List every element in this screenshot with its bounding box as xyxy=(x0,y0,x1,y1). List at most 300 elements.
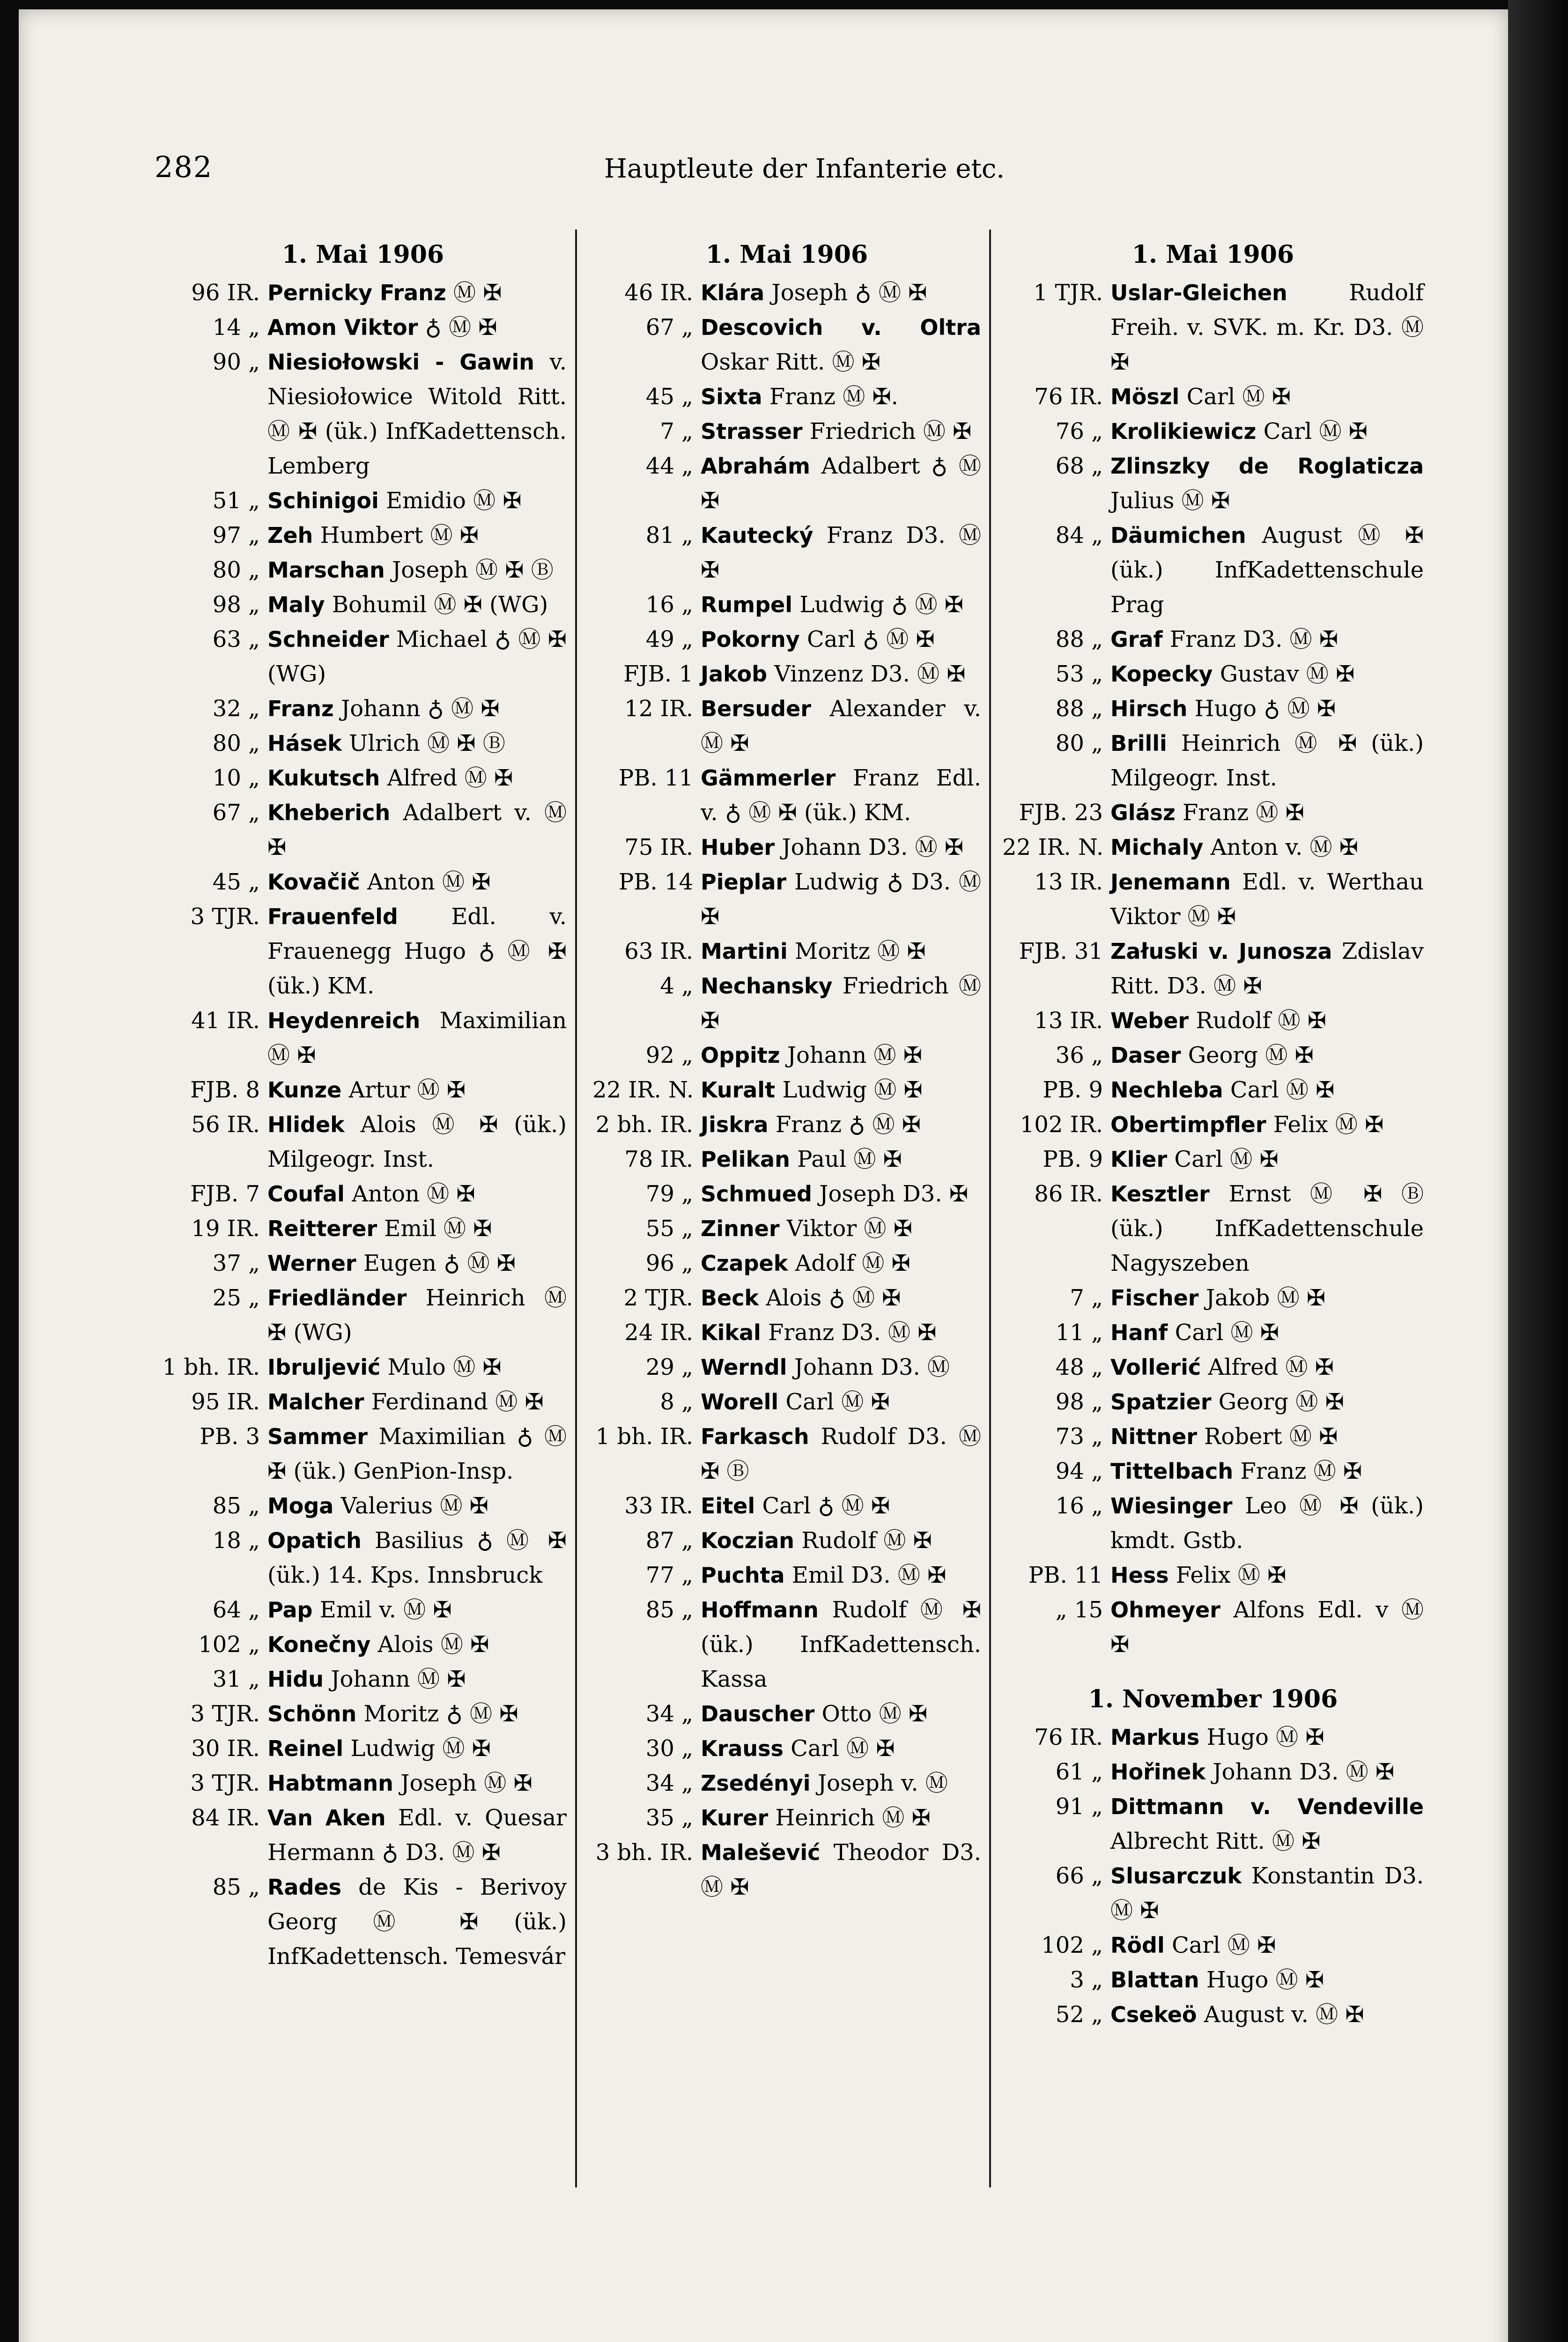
regiment-label: 16 „ xyxy=(1055,1493,1103,1519)
officer-entry xyxy=(159,1073,567,1107)
regiment-label: 63 „ xyxy=(212,626,260,652)
officer-surname: Ohmeyer xyxy=(1110,1597,1220,1623)
officer-details: Gustav Ⓜ ✠ xyxy=(1220,661,1355,687)
officer-details: Ludwig Ⓜ ✠ xyxy=(782,1077,923,1103)
officer-details: Joseph Ⓜ ✠ xyxy=(400,1770,533,1796)
page-edge-shadow xyxy=(1508,0,1568,2342)
officer-entry xyxy=(592,1801,981,1835)
officer-text xyxy=(267,1801,567,1870)
officer-text xyxy=(701,1177,981,1211)
officer-details: Rudolf D3. Ⓜ ✠ Ⓑ xyxy=(701,1423,981,1484)
officer-surname: Kheberich xyxy=(267,800,391,825)
officer-entry xyxy=(592,622,981,657)
officer-details: Friedrich Ⓜ ✠ xyxy=(701,973,981,1034)
regiment-label: 85 „ xyxy=(212,1493,260,1519)
officer-details: Ernst Ⓜ ✠ Ⓑ (ük.) InfKadettenschule Nagyszeben xyxy=(1110,1181,1424,1276)
officer-surname: Gämmerler xyxy=(701,765,836,791)
officer-details: Carl ♁ Ⓜ ✠ xyxy=(762,1493,890,1519)
officer-entry xyxy=(1002,622,1424,657)
officer-entry xyxy=(159,1662,567,1697)
officer-entry xyxy=(1002,1038,1424,1073)
officer-details: Hugo Ⓜ ✠ xyxy=(1206,1967,1324,1993)
regiment-label: 97 „ xyxy=(212,522,260,548)
officer-details: Vinzenz D3. Ⓜ ✠ xyxy=(774,661,966,687)
regiment-label: 61 „ xyxy=(1055,1759,1103,1785)
officer-text xyxy=(701,379,981,414)
regiment-label: 8 „ xyxy=(660,1389,693,1415)
officer-details: Artur Ⓜ ✠ xyxy=(348,1077,466,1103)
officer-surname: Pieplar xyxy=(701,869,787,895)
officer-text xyxy=(701,1523,981,1558)
officer-surname: Kovačič xyxy=(267,869,360,895)
officer-details: Ludwig Ⓜ ✠ xyxy=(350,1735,491,1762)
officer-entry xyxy=(592,1350,981,1385)
officer-details: v. Niesiołowice Witold Ritt. Ⓜ ✠ (ük.) InfKadettensch. Lemberg xyxy=(267,349,567,479)
officer-details: Moritz ♁ Ⓜ ✠ xyxy=(363,1701,518,1727)
officer-surname: Jenemann xyxy=(1110,869,1231,895)
officer-entry xyxy=(159,275,567,310)
regiment-label: 80 „ xyxy=(212,730,260,756)
officer-text xyxy=(701,934,981,969)
regiment-label: 35 „ xyxy=(645,1805,693,1831)
officer-details: Carl Ⓜ ✠ xyxy=(1174,1146,1279,1172)
regiment-label: 37 „ xyxy=(212,1250,260,1276)
officer-surname: Hanf xyxy=(1110,1320,1168,1345)
regiment-label: 30 „ xyxy=(645,1735,693,1762)
officer-entry xyxy=(159,310,567,345)
officer-details: Johann D3. Ⓜ xyxy=(794,1354,950,1380)
officer-text xyxy=(701,1246,981,1281)
officer-entry xyxy=(1002,275,1424,379)
officer-details: Alfred Ⓜ ✠ xyxy=(387,765,513,791)
regiment-label: 80 „ xyxy=(212,557,260,583)
officer-text xyxy=(701,761,981,830)
officer-surname: Załuski v. Junosza xyxy=(1110,939,1332,964)
officer-details: Ludwig ♁ D3. Ⓜ ✠ xyxy=(701,869,981,930)
officer-text xyxy=(701,1593,981,1697)
officer-surname: Moga xyxy=(267,1493,334,1519)
officer-text xyxy=(1110,1720,1424,1755)
officer-entry xyxy=(1002,379,1424,414)
officer-entry xyxy=(1002,414,1424,449)
regiment-label: FJB. 31 xyxy=(1019,938,1103,964)
officer-entry xyxy=(1002,657,1424,691)
officer-details: Ludwig ♁ Ⓜ ✠ xyxy=(799,592,964,618)
officer-text xyxy=(701,622,981,657)
regiment-label: 7 „ xyxy=(660,418,693,445)
regiment-label: 85 „ xyxy=(212,1874,260,1900)
officer-details: ♁ Ⓜ ✠ xyxy=(425,314,497,341)
officer-text xyxy=(1110,379,1424,414)
officer-entry xyxy=(1002,1558,1424,1593)
section-title: 1. Mai 1906 xyxy=(281,240,444,269)
regiment-label: 49 „ xyxy=(645,626,693,652)
officer-details: Johann D3. Ⓜ ✠ xyxy=(782,834,964,860)
officer-details: Joseph Ⓜ ✠ Ⓑ xyxy=(392,557,554,583)
officer-entry xyxy=(592,1593,981,1697)
officer-entry xyxy=(1002,449,1424,518)
officer-entry xyxy=(592,1489,981,1523)
officer-details: Paul Ⓜ ✠ xyxy=(797,1146,902,1172)
regiment-label: 46 IR. xyxy=(624,280,693,306)
regiment-label: 29 „ xyxy=(645,1354,693,1380)
officer-surname: Däumichen xyxy=(1110,523,1246,548)
officer-surname: Huber xyxy=(701,835,775,860)
regiment-label: 102 IR. xyxy=(1020,1112,1103,1138)
regiment-label: FJB. 7 xyxy=(190,1181,260,1207)
officer-text xyxy=(701,1558,981,1593)
officer-text xyxy=(1110,1558,1424,1593)
officer-details: Franz Edl. v. ♁ Ⓜ ✠ (ük.) KM. xyxy=(701,765,981,826)
regiment-label: 66 „ xyxy=(1055,1863,1103,1889)
officer-details: de Kis - Berivoy Georg Ⓜ ✠ (ük.) InfKadettensch. Temesvár xyxy=(267,1874,567,1970)
officer-details: Adalbert ♁ Ⓜ ✠ xyxy=(701,453,981,514)
officer-surname: Heydenreich xyxy=(267,1008,421,1033)
officer-entry xyxy=(592,657,981,691)
officer-entry xyxy=(159,1801,567,1870)
officer-surname: Kikal xyxy=(701,1320,761,1345)
regiment-label: 2 TJR. xyxy=(623,1285,693,1311)
officer-details: Franz Ⓜ ✠. xyxy=(769,384,898,410)
officer-details: Edl. v. Werthau Viktor Ⓜ ✠ xyxy=(1110,869,1424,930)
officer-surname: Oppitz xyxy=(701,1043,780,1068)
officer-surname: Frauenfeld xyxy=(267,904,398,929)
officer-surname: Klier xyxy=(1110,1147,1168,1172)
officer-details: Basilius ♁ Ⓜ ✠ (ük.) 14. Kps. Innsbruck xyxy=(267,1527,567,1588)
officer-text xyxy=(267,587,567,622)
officer-details: Robert Ⓜ ✠ xyxy=(1204,1423,1338,1450)
officer-surname: Zeh xyxy=(267,523,313,548)
officer-entry xyxy=(1002,726,1424,795)
officer-details: Heinrich Ⓜ ✠ xyxy=(775,1805,931,1831)
officer-text xyxy=(701,1801,981,1835)
officer-details: Anton v. Ⓜ ✠ xyxy=(1210,834,1358,860)
officer-surname: Czapek xyxy=(701,1251,788,1276)
regiment-label: 18 „ xyxy=(212,1527,260,1554)
officer-surname: Martini xyxy=(701,939,788,964)
officer-text xyxy=(1110,1789,1424,1859)
officer-text xyxy=(1110,1963,1424,1997)
regiment-label: 45 „ xyxy=(645,384,693,410)
officer-surname: Klára xyxy=(701,280,765,305)
officer-text xyxy=(701,1766,981,1801)
officer-surname: Franz xyxy=(267,696,334,721)
officer-entry xyxy=(592,761,981,830)
officer-surname: Nittner xyxy=(1110,1424,1197,1449)
section-title: 1. November 1906 xyxy=(1088,1685,1338,1713)
officer-text xyxy=(701,1731,981,1766)
officer-text xyxy=(267,1419,567,1489)
regiment-label: 64 „ xyxy=(212,1597,260,1623)
officer-entry xyxy=(1002,1928,1424,1963)
officer-entry xyxy=(592,1385,981,1419)
column-rule-2 xyxy=(989,230,991,2187)
officer-details: Adolf Ⓜ ✠ xyxy=(795,1250,910,1276)
officer-details: Carl ♁ Ⓜ ✠ xyxy=(806,626,935,652)
regiment-label: PB. 9 xyxy=(1043,1146,1103,1172)
regiment-label: 73 „ xyxy=(1055,1423,1103,1450)
officer-text xyxy=(1110,1281,1424,1315)
officer-surname: Zlinszky de Roglaticza xyxy=(1110,453,1424,479)
officer-surname: Werner xyxy=(267,1251,356,1276)
officer-details: Georg Ⓜ ✠ xyxy=(1218,1389,1344,1415)
officer-surname: Wiesinger xyxy=(1110,1493,1233,1519)
regiment-label: 102 „ xyxy=(198,1631,260,1658)
officer-entry xyxy=(159,1419,567,1489)
officer-text xyxy=(701,657,981,691)
officer-text xyxy=(701,1835,981,1905)
regiment-label: 19 IR. xyxy=(191,1215,260,1242)
officer-text xyxy=(701,414,981,449)
officer-text xyxy=(701,1142,981,1177)
officer-entry xyxy=(592,414,981,449)
column-3 xyxy=(1002,234,1424,2032)
officer-entry xyxy=(592,379,981,414)
officer-text xyxy=(1110,1419,1424,1454)
officer-details: Franz Ⓜ ✠ xyxy=(1182,800,1304,826)
officer-details: Franz Ⓜ ✠ xyxy=(1240,1458,1362,1484)
regiment-label: 41 IR. xyxy=(191,1008,260,1034)
officer-entry xyxy=(1002,1142,1424,1177)
officer-details: Rudolf Ⓜ ✠ xyxy=(801,1527,932,1554)
officer-entry xyxy=(1002,1997,1424,2032)
regiment-label: 88 „ xyxy=(1055,696,1103,722)
officer-surname: Spatzier xyxy=(1110,1389,1212,1415)
officer-surname: Van Aken xyxy=(267,1805,386,1831)
officer-entry xyxy=(592,1246,981,1281)
officer-details: Konstantin D3. Ⓜ ✠ xyxy=(1110,1863,1424,1924)
regiment-label: 68 „ xyxy=(1055,453,1103,479)
officer-details: Carl Ⓜ ✠ xyxy=(1186,384,1291,410)
officer-entry xyxy=(1002,934,1424,1003)
officer-entry xyxy=(1002,1963,1424,1997)
officer-text xyxy=(267,310,567,345)
officer-text xyxy=(267,865,567,899)
officer-entry xyxy=(592,1558,981,1593)
officer-surname: Zinner xyxy=(701,1216,780,1241)
officer-entry xyxy=(1002,795,1424,830)
officer-details: Georg Ⓜ ✠ xyxy=(1188,1042,1314,1068)
officer-surname: Hidu xyxy=(267,1667,324,1692)
regiment-label: 76 „ xyxy=(1055,418,1103,445)
page-header xyxy=(155,150,1428,201)
officer-text xyxy=(267,795,567,865)
officer-text xyxy=(701,1315,981,1350)
regiment-label: 45 „ xyxy=(212,869,260,895)
officer-text xyxy=(701,1073,981,1107)
officer-entry xyxy=(592,934,981,969)
officer-entry xyxy=(159,345,567,483)
regiment-label: 96 „ xyxy=(645,1250,693,1276)
officer-text xyxy=(1110,1928,1424,1963)
officer-surname: Coufal xyxy=(267,1181,345,1207)
officer-details: Zdislav Ritt. D3. Ⓜ ✠ xyxy=(1110,938,1424,999)
regiment-label: 78 IR. xyxy=(624,1146,693,1172)
regiment-label: 86 IR. xyxy=(1034,1181,1103,1207)
officer-surname: Reitterer xyxy=(267,1216,377,1241)
officer-entry xyxy=(159,1003,567,1073)
regiment-label: 2 bh. IR. xyxy=(595,1112,693,1138)
officer-entry xyxy=(592,1107,981,1142)
officer-surname: Slusarczuk xyxy=(1110,1863,1242,1889)
officer-surname: Jiskra xyxy=(701,1112,769,1137)
officer-details: Eugen ♁ Ⓜ ✠ xyxy=(363,1250,516,1276)
regiment-label: 79 „ xyxy=(645,1181,693,1207)
officer-entry xyxy=(1002,830,1424,865)
officer-text xyxy=(701,1350,981,1385)
officer-details: Alexander v. Ⓜ ✠ xyxy=(701,696,981,756)
officer-surname: Daser xyxy=(1110,1043,1181,1068)
officer-entry xyxy=(159,865,567,899)
officer-details: Johann Ⓜ ✠ xyxy=(331,1666,466,1692)
officer-details: Friedrich Ⓜ ✠ xyxy=(809,418,972,445)
regiment-label: 84 „ xyxy=(1055,522,1103,548)
officer-text xyxy=(701,1697,981,1731)
regiment-label: 13 IR. xyxy=(1034,1008,1103,1034)
officer-details: Humbert Ⓜ ✠ xyxy=(320,522,479,548)
officer-surname: Farkasch xyxy=(701,1424,809,1449)
officer-details: Hugo Ⓜ ✠ xyxy=(1206,1724,1324,1750)
officer-surname: Amon Viktor xyxy=(267,315,418,340)
officer-surname: Sixta xyxy=(701,384,762,409)
officer-details: Valerius Ⓜ ✠ xyxy=(340,1493,488,1519)
officer-entry xyxy=(592,1211,981,1246)
officer-details: Johann ♁ Ⓜ ✠ xyxy=(341,696,500,722)
regiment-label: 1 bh. IR. xyxy=(595,1423,693,1450)
officer-details: Theodor D3. Ⓜ ✠ xyxy=(701,1839,981,1900)
regiment-label: PB. 14 xyxy=(618,869,693,895)
regiment-label: FJB. 23 xyxy=(1019,800,1103,826)
column-2 xyxy=(592,234,981,1905)
officer-text xyxy=(1110,275,1424,379)
officer-entry xyxy=(592,1177,981,1211)
officer-details: Rudolf Ⓜ ✠ (ük.) InfKadettensch. Kassa xyxy=(701,1597,981,1692)
officer-surname: Marschan xyxy=(267,557,385,583)
regiment-label: 52 „ xyxy=(1055,2001,1103,2028)
officer-entry xyxy=(592,969,981,1038)
regiment-label: 3 TJR. xyxy=(190,904,260,930)
officer-entry xyxy=(159,518,567,553)
officer-details: Johann Ⓜ ✠ xyxy=(787,1042,923,1068)
regiment-label: 91 „ xyxy=(1055,1794,1103,1820)
officer-surname: Kesztler xyxy=(1110,1181,1210,1207)
regiment-label: 11 „ xyxy=(1055,1319,1103,1346)
column-rule-1 xyxy=(575,230,577,2187)
officer-surname: Markus xyxy=(1110,1725,1200,1750)
officer-text xyxy=(267,1246,567,1281)
officer-details: Rudolf Ⓜ ✠ xyxy=(1196,1008,1326,1034)
regiment-label: FJB. 8 xyxy=(190,1077,260,1103)
officer-entry xyxy=(592,1697,981,1731)
officer-details: Moritz Ⓜ ✠ xyxy=(795,938,926,964)
officer-entry xyxy=(592,1073,981,1107)
officer-surname: Beck xyxy=(701,1285,759,1311)
officer-details: Carl Ⓜ ✠ xyxy=(791,1735,895,1762)
regiment-label: 22 IR. N. xyxy=(1002,834,1104,860)
regiment-label: 7 „ xyxy=(1070,1285,1103,1311)
officer-text xyxy=(1110,1350,1424,1385)
officer-entry xyxy=(592,587,981,622)
regiment-label: 3 bh. IR. xyxy=(595,1839,693,1866)
officer-entry xyxy=(1002,1720,1424,1755)
officer-details: Anton Ⓜ ✠ xyxy=(352,1181,475,1207)
officer-details: Franz D3. Ⓜ ✠ xyxy=(701,522,981,583)
officer-details: Emil Ⓜ ✠ xyxy=(384,1215,492,1242)
officer-text xyxy=(1110,1142,1424,1177)
officer-entry xyxy=(159,1731,567,1766)
regiment-label: 33 IR. xyxy=(624,1493,693,1519)
officer-details: August Ⓜ ✠ (ük.) InfKadettenschule Prag xyxy=(1110,522,1424,618)
officer-text xyxy=(1110,1315,1424,1350)
officer-text xyxy=(267,726,567,761)
regiment-label: 3 TJR. xyxy=(190,1770,260,1796)
officer-entry xyxy=(159,1523,567,1593)
officer-text xyxy=(267,275,567,310)
regiment-label: 44 „ xyxy=(645,453,693,479)
officer-details: Jakob Ⓜ ✠ xyxy=(1206,1285,1326,1311)
officer-entry xyxy=(159,1281,567,1350)
regiment-label: „ 15 xyxy=(1055,1597,1103,1623)
regiment-label: 3 „ xyxy=(1070,1967,1103,1993)
officer-text xyxy=(1110,414,1424,449)
officer-entry xyxy=(1002,1419,1424,1454)
regiment-label: PB. 9 xyxy=(1043,1077,1103,1103)
officer-details: Alfons Edl. v Ⓜ ✠ xyxy=(1110,1597,1424,1658)
regiment-label: 34 „ xyxy=(645,1701,693,1727)
officer-text xyxy=(701,587,981,622)
officer-entry xyxy=(1002,1315,1424,1350)
officer-details: Emidio Ⓜ ✠ xyxy=(386,488,522,514)
officer-entry xyxy=(592,1766,981,1801)
officer-entry xyxy=(159,1697,567,1731)
officer-details: Edl. v. Frauenegg Hugo ♁ Ⓜ ✠ (ük.) KM. xyxy=(267,904,567,999)
officer-entry xyxy=(592,1315,981,1350)
officer-entry xyxy=(159,483,567,518)
regiment-label: 25 „ xyxy=(212,1285,260,1311)
officer-entry xyxy=(1002,1350,1424,1385)
officer-entry xyxy=(592,275,981,310)
officer-surname: Schmued xyxy=(701,1181,812,1207)
officer-details: Edl. v. Quesar Hermann ♁ D3. Ⓜ ✠ xyxy=(267,1805,567,1866)
officer-surname: Descovich v. Oltra xyxy=(701,315,981,340)
officer-text xyxy=(267,1627,567,1662)
officer-details: Joseph ♁ Ⓜ ✠ xyxy=(771,280,927,306)
officer-text xyxy=(267,518,567,553)
officer-text xyxy=(267,1870,567,1974)
officer-entry xyxy=(592,865,981,934)
officer-details: Mulo Ⓜ ✠ xyxy=(387,1354,502,1380)
officer-surname: Opatich xyxy=(267,1528,362,1553)
regiment-label: 4 „ xyxy=(660,973,693,999)
officer-surname: Hoffmann xyxy=(701,1597,819,1623)
officer-surname: Kurer xyxy=(701,1805,769,1831)
officer-surname: Dauscher xyxy=(701,1701,815,1727)
officer-surname: Pap xyxy=(267,1597,313,1623)
officer-entry xyxy=(592,1281,981,1315)
officer-surname: Rades xyxy=(267,1875,341,1900)
officer-entry xyxy=(592,1419,981,1489)
officer-entry xyxy=(592,1142,981,1177)
officer-entry xyxy=(1002,518,1424,622)
officer-surname: Friedländer xyxy=(267,1285,407,1311)
officer-surname: Strasser xyxy=(701,419,803,444)
officer-details: Otto Ⓜ ✠ xyxy=(821,1701,928,1727)
officer-entry xyxy=(592,518,981,587)
regiment-label: 13 IR. xyxy=(1034,869,1103,895)
regiment-label: 34 „ xyxy=(645,1770,693,1796)
officer-surname: Jakob xyxy=(701,661,768,687)
officer-surname: Malešević xyxy=(701,1840,821,1865)
